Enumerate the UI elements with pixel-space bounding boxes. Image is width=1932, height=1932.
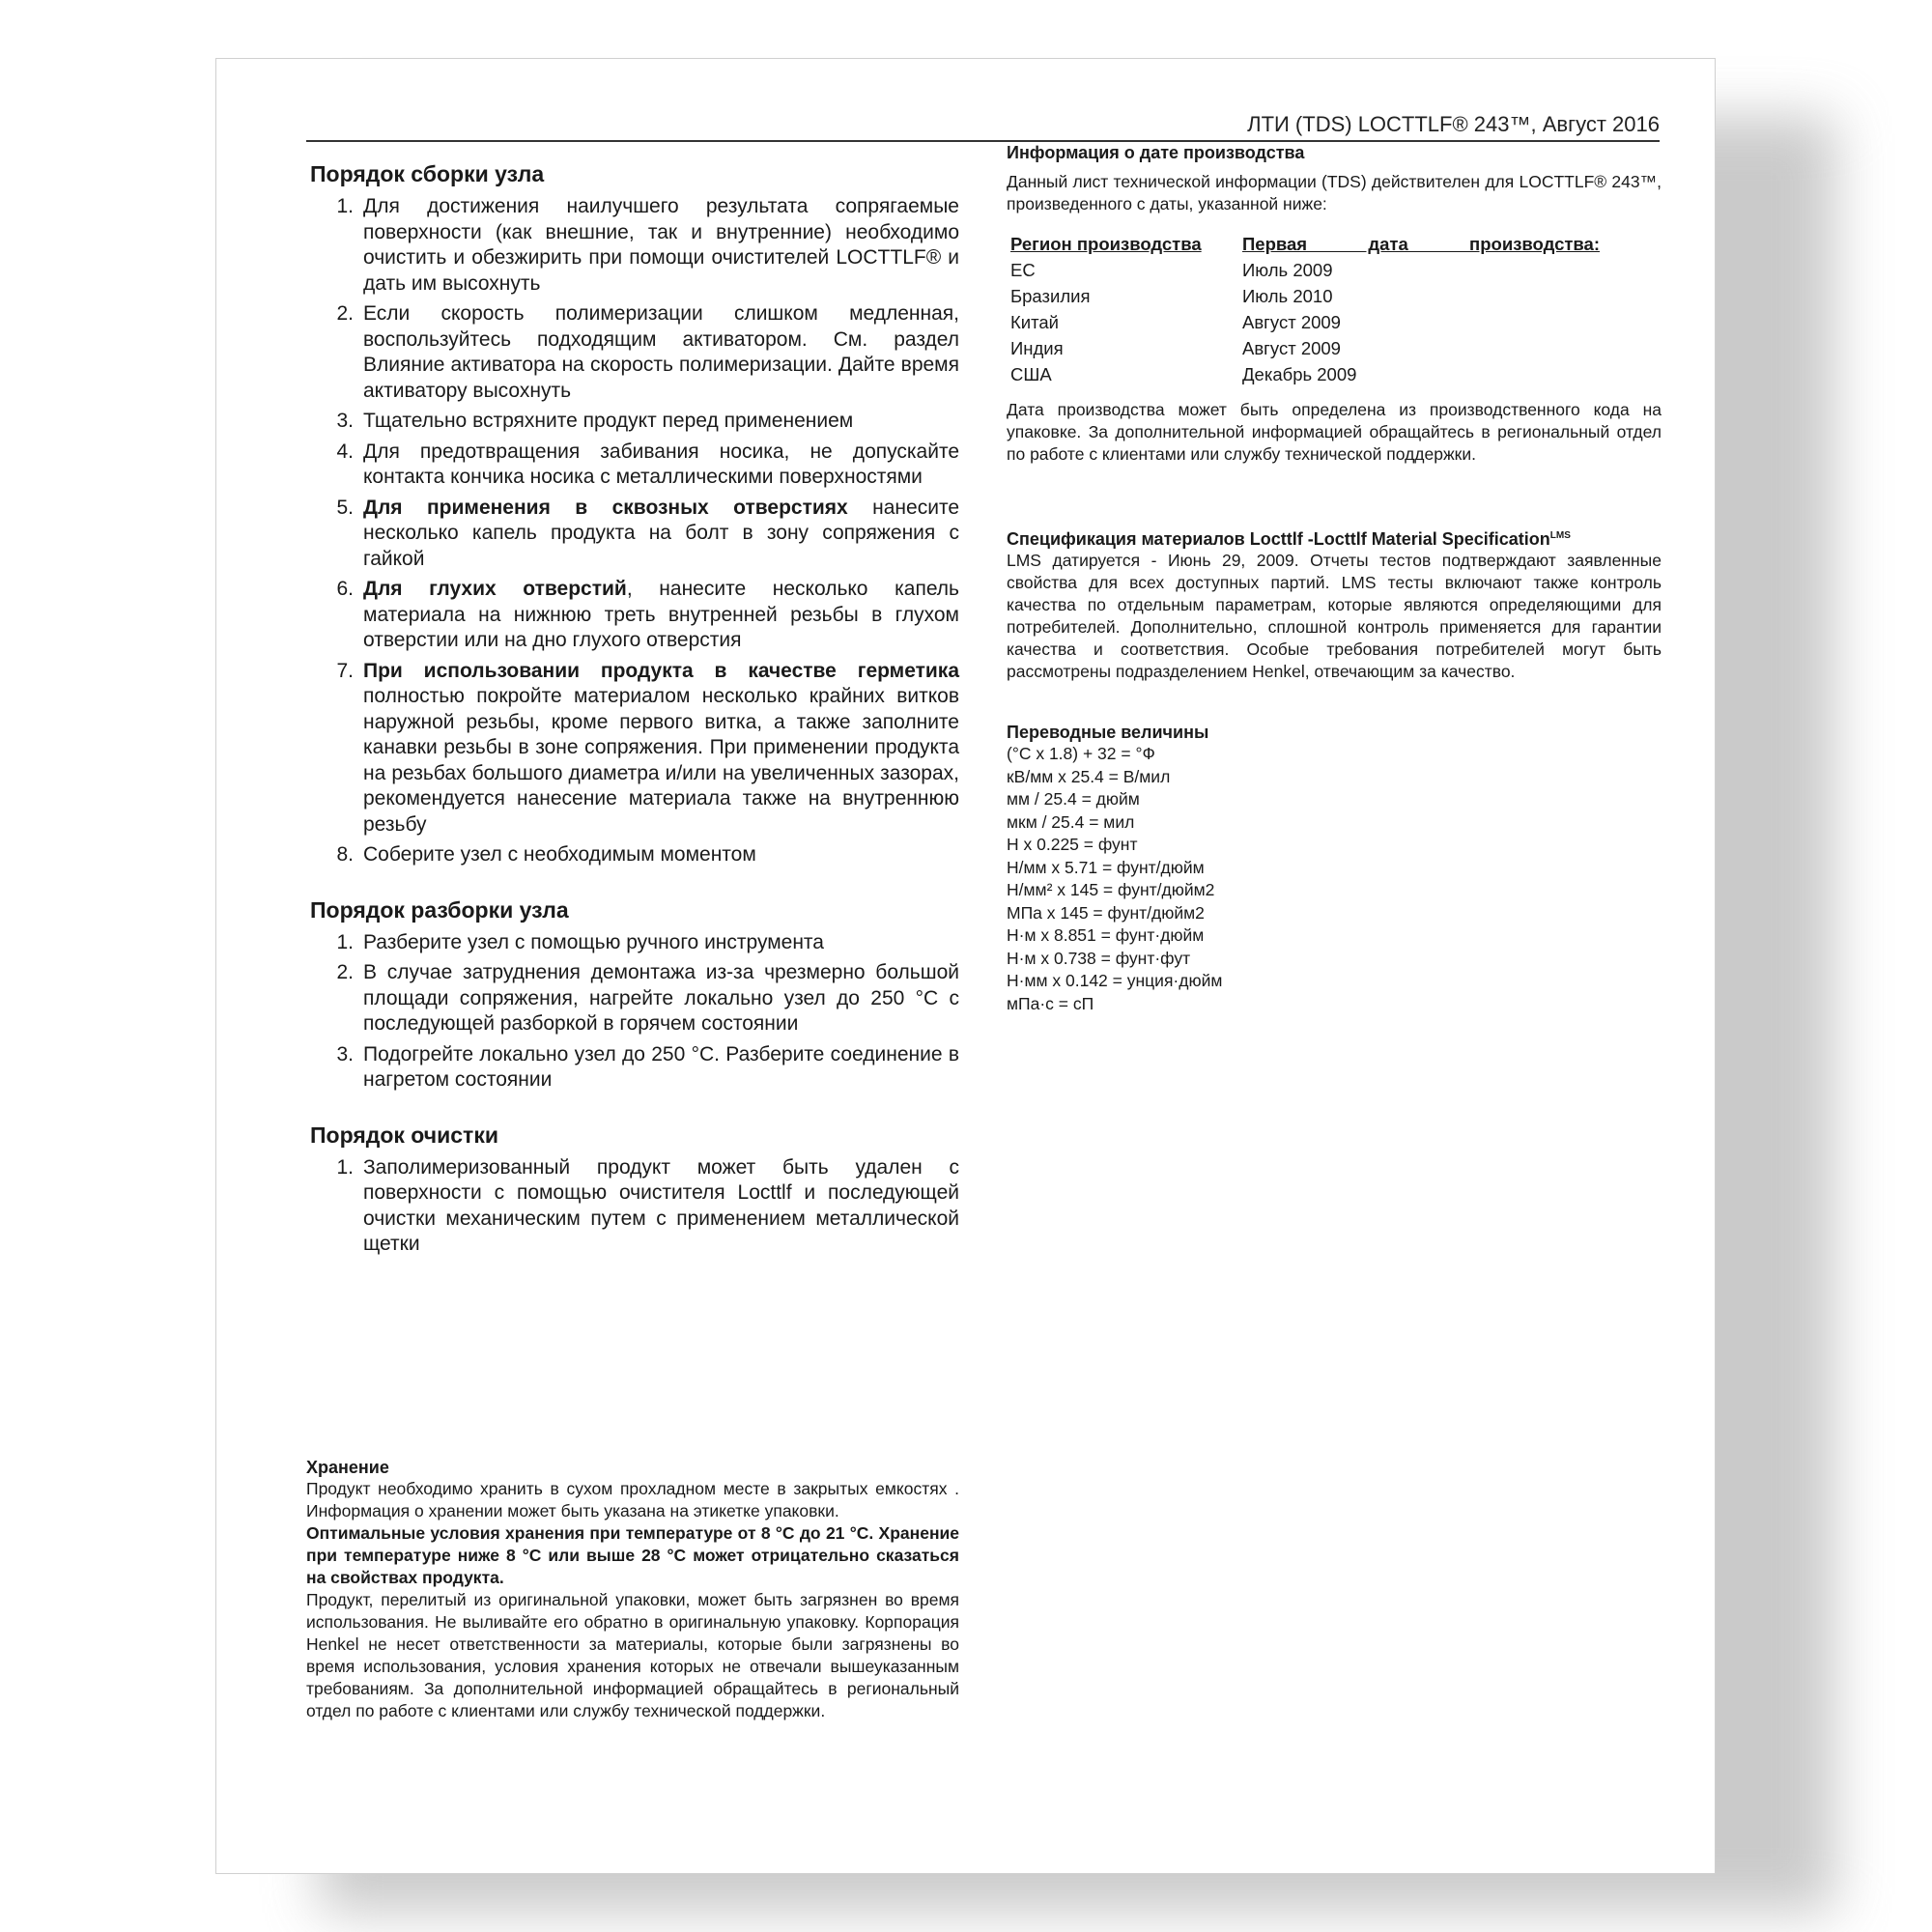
- running-header: ЛТИ (TDS) LOCTTLF® 243™, Август 2016: [1247, 112, 1660, 136]
- assembly-steps: [310, 194, 959, 868]
- lms-section: [1007, 526, 1662, 683]
- step-text: Для достижения наилучшего результата сопрягаемые поверхности (как внешние, так и внутренние) необходимо очистить и обезжирить при помощи очистителей LOCTTLF® и дать им высохнуть: [363, 195, 959, 295]
- right-column: [1007, 142, 1662, 1050]
- list-item: [310, 960, 959, 1037]
- step-rest: , нанесите несколько капель материала на нижнюю треть внутренней резьбы в глухом отверстии или на дно глухого отверстия: [363, 578, 959, 651]
- step-text: В случае затруднения демонтажа из-за чрезмерно большой площади сопряжения, нагрейте локально узел до 250 °C с последующей разборкой в горячем состоянии: [363, 961, 959, 1035]
- step-rest: полностью покройте материалом несколько крайних витков наружной резьбы, кроме первого витка, а также заполните канавки резьбы в зоне сопряжения. При применении продукта на резьбах большого диаметра и/или на увеличенных зазорах, рекомендуется нанесение материала также на внутреннюю резьбу: [363, 685, 959, 836]
- list-item: [310, 440, 959, 491]
- list-item: [310, 496, 959, 573]
- storage-conditions: Оптимальные условия хранения при температуре от 8 °C до 21 °C. Хранение при температуре ниже 8 °C или выше 28 °C может отрицательно сказаться на свойствах продукта.: [306, 1523, 959, 1587]
- conversion-line: Н x 0.225 = фунт: [1007, 835, 1138, 854]
- conversion-line: кВ/мм x 25.4 = В/мил: [1007, 766, 1171, 786]
- cleaning-section: [310, 1121, 959, 1258]
- step-text: [363, 659, 959, 838]
- date-cell: Август 2009: [1242, 338, 1341, 358]
- step-bold-lead: Для глухих отверстий: [363, 578, 627, 600]
- date-cell: Декабрь 2009: [1242, 364, 1357, 384]
- list-item: [310, 194, 959, 297]
- storage-title: Хранение: [306, 1458, 389, 1477]
- list-item: [310, 930, 959, 956]
- conversion-line: Н·мм x 0.142 = унция·дюйм: [1007, 971, 1223, 990]
- step-number: 3.: [336, 410, 354, 432]
- left-column: [310, 159, 959, 1285]
- region-cell: ЕС: [1010, 260, 1036, 280]
- table-header-row: [1007, 231, 1604, 257]
- production-table: [1007, 231, 1604, 387]
- conversion-line: (°C x 1.8) + 32 = °Ф: [1007, 744, 1155, 763]
- storage-paragraph-1: Продукт необходимо хранить в сухом прохладном месте в закрытых емкостях . Информация о хранении может быть указана на этикетке упаковки.: [306, 1479, 959, 1520]
- list-item: [310, 301, 959, 404]
- step-number: 8.: [336, 843, 354, 866]
- list-item: [310, 1155, 959, 1258]
- step-number: 1.: [336, 1155, 354, 1179]
- conversion-line: Н/мм x 5.71 = фунт/дюйм: [1007, 857, 1205, 877]
- step-text: [363, 496, 959, 573]
- storage-paragraph-2: Продукт, перелитый из оригинальной упаковки, может быть загрязнен во время использования. Не выливайте его обратно в оригинальную упаковку. Корпорация Henkel не несет ответственности за материалы, которые были загрязнены во время использования, условия хранения которых не отвечали вышеуказанным требованиям. За дополнительной информацией обращайтесь в региональный отдел по работе с клиентами или службу технической поддержки.: [306, 1590, 959, 1720]
- table-row: [1007, 361, 1604, 387]
- table-row: [1007, 283, 1604, 309]
- conversion-line: мкм / 25.4 = мил: [1007, 811, 1135, 832]
- conversion-line: Н/мм² x 145 = фунт/дюйм2: [1007, 880, 1215, 899]
- table-row: [1007, 309, 1604, 335]
- step-bold-lead: При использовании продукта в качестве герметика: [363, 659, 959, 682]
- step-number: 4.: [336, 440, 354, 463]
- step-text: Заполимеризованный продукт может быть удален с поверхности с помощью очистителя Locttlf и последующей очистки механическим путем с применением металлической щетки: [363, 1155, 959, 1255]
- step-number: 1.: [336, 195, 354, 217]
- step-text: Для предотвращения забивания носика, не допускайте контакта кончика носика с металлическими поверхностями: [363, 440, 959, 488]
- step-text: Тщательно встряхните продукт перед применением: [363, 410, 854, 432]
- document-page: [215, 58, 1716, 1874]
- step-text: Если скорость полимеризации слишком медленная, воспользуйтесь подходящим активатором. См. раздел Влияние активатора на скорость полимеризации. Дайте время активатору высохнуть: [363, 302, 959, 402]
- step-number: 7.: [336, 659, 354, 682]
- step-number: 6.: [336, 578, 354, 600]
- region-cell: США: [1010, 364, 1052, 384]
- region-cell: Бразилия: [1010, 286, 1091, 306]
- step-text: Разберите узел с помощью ручного инструмента: [363, 930, 824, 953]
- conversion-line: мм / 25.4 = дюйм: [1007, 789, 1140, 809]
- disassembly-title: Порядок разборки узла: [310, 896, 569, 923]
- step-text: [363, 577, 959, 654]
- step-text: Соберите узел с необходимым моментом: [363, 843, 756, 866]
- step-number: 2.: [336, 302, 354, 325]
- conversion-line: МПа x 145 = фунт/дюйм2: [1007, 902, 1205, 923]
- lms-text: LMS датируется - Июнь 29, 2009. Отчеты тестов подтверждают заявленные свойства для всех доступных партий. LMS тесты включают также контроль качества по отдельным параметрам, которые являются определяющими для потребителей. Дополнительно, сплошной контроль применяется для гарантии качества и соответствия. Особые требования потребителей могут быть рассмотрены подразделением Henkel, отвечающим за качество.: [1007, 551, 1662, 681]
- list-item: [310, 1042, 959, 1094]
- region-column-header: Регион производства: [1010, 234, 1202, 254]
- table-row: [1007, 335, 1604, 361]
- step-bold-lead: Для применения в сквозных отверстиях: [363, 496, 848, 519]
- step-rest: нанесите несколько капель продукта на болт в зону сопряжения с гайкой: [363, 496, 960, 570]
- cleaning-steps: [310, 1155, 959, 1258]
- date-cell: Июль 2010: [1242, 286, 1333, 306]
- date-cell: Июль 2009: [1242, 260, 1333, 280]
- step-number: 5.: [336, 496, 354, 519]
- lms-title: [1007, 526, 1662, 550]
- list-item: [310, 409, 959, 435]
- region-cell: Китай: [1010, 312, 1059, 332]
- production-intro: Данный лист технической информации (TDS) действителен для LOCTTLF® 243™, произведенного с даты, указанной ниже:: [1007, 172, 1662, 213]
- lms-superscript: LMS: [1549, 530, 1571, 541]
- disassembly-steps: [310, 930, 959, 1094]
- step-number: 3.: [336, 1042, 354, 1065]
- date-column-header: Первая дата производства:: [1242, 234, 1600, 254]
- storage-section: [306, 1457, 959, 1722]
- assembly-title: Порядок сборки узла: [310, 161, 545, 186]
- disassembly-section: [310, 895, 959, 1094]
- table-row: [1007, 257, 1604, 283]
- list-item: [310, 659, 959, 838]
- assembly-section: [310, 159, 959, 868]
- step-number: 1.: [336, 930, 354, 953]
- step-text: Подогрейте локально узел до 250 °C. Разберите соединение в нагретом состоянии: [363, 1042, 959, 1091]
- production-note: Дата производства может быть определена из производственного кода на упаковке. За дополнительной информацией обращайтесь в региональный отдел по работе с клиентами или службу технической поддержки.: [1007, 400, 1662, 464]
- conversion-line: мПа·с = сП: [1007, 993, 1094, 1013]
- conversion-line: Н·м x 0.738 = фунт·фут: [1007, 948, 1191, 968]
- cleaning-title: Порядок очистки: [310, 1122, 498, 1148]
- conversions-section: [1007, 722, 1662, 1015]
- lms-title-text: Спецификация материалов Locttlf -Locttlf Material Specification: [1007, 529, 1550, 549]
- production-title: Информация о дате производства: [1007, 143, 1305, 162]
- step-number: 2.: [336, 961, 354, 983]
- date-cell: Август 2009: [1242, 312, 1341, 332]
- conversion-line: Н·м x 8.851 = фунт·дюйм: [1007, 925, 1205, 945]
- list-item: [310, 842, 959, 868]
- region-cell: Индия: [1010, 338, 1064, 358]
- production-section: [1007, 142, 1662, 466]
- conversions-title: Переводные величины: [1007, 723, 1209, 742]
- list-item: [310, 577, 959, 654]
